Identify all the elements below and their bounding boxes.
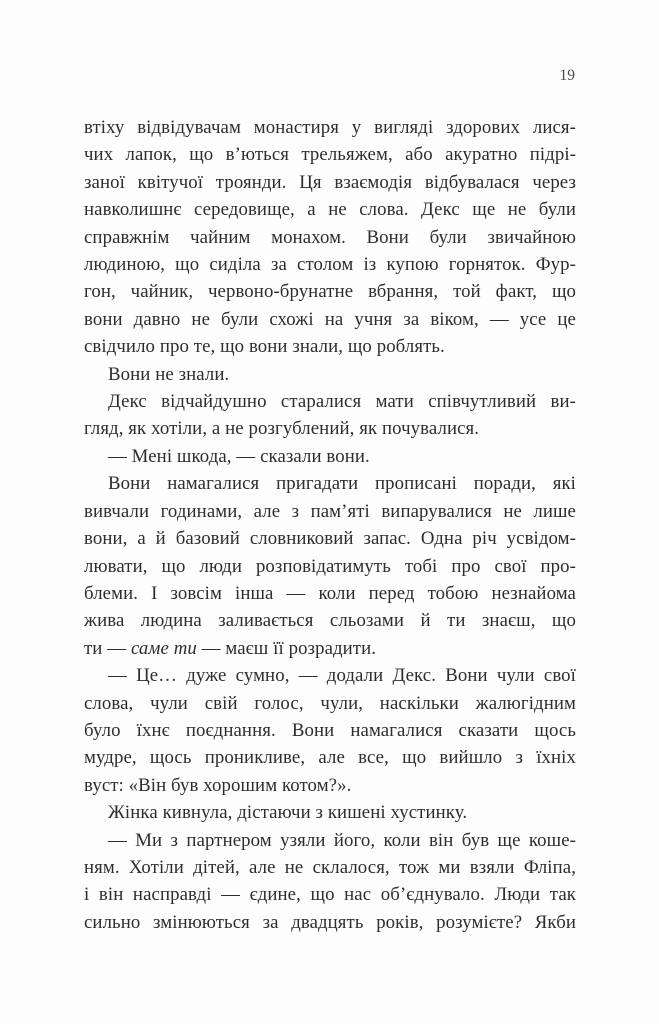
text-line: справжнім чайним монахом. Вони були звичайною xyxy=(84,226,576,248)
text-line: — Це… дуже сумно, — додали Декс. Вони чули свої xyxy=(108,665,576,687)
text-line: навколишнє середовище, а не слова. Декс ще не були xyxy=(84,199,576,221)
text-line: сильно змінюються за двадцять років, розумієте? Якби xyxy=(84,911,576,933)
text-line: вони давно не були схожі на учня за віком, — усе це xyxy=(84,308,576,330)
text-line: заної квітучої троянди. Ця взаємодія відбувалася через xyxy=(84,171,576,193)
text-line: вивчали годинами, але з пам’яті випарувалися не лише xyxy=(84,500,576,522)
text-line: гон, чайник, червоно-брунатне вбрання, той факт, що xyxy=(84,281,576,303)
text-line: ням. Хотіли дітей, але не склалося, тож ми взяли Фліпа, xyxy=(84,856,576,878)
text-line: і він насправді — єдине, що нас об’єднувало. Люди так xyxy=(84,884,576,906)
text-line: блеми. І зовсім інша — коли перед тобою незнайома xyxy=(84,582,576,604)
text-line: було їхнє поєднання. Вони намагалися сказати щось xyxy=(84,719,576,741)
text-line: людиною, що сиділа за столом із купою горняток. Фур- xyxy=(84,254,576,276)
text-line: Декс відчайдушно старалися мати співчутливий ви- xyxy=(108,391,576,413)
text-line: Вони не знали. xyxy=(108,363,230,385)
text-line: жива людина заливається сльозами й ти знаєш, що xyxy=(84,610,576,632)
text-line: свідчило про те, що вони знали, що роблять. xyxy=(84,336,445,358)
page-number: 19 xyxy=(559,67,575,84)
text-line: лювати, що люди розповідатимуть тобі про свої про- xyxy=(84,555,576,577)
text-line: втіху відвідувачам монастиря у вигляді здорових лися- xyxy=(84,117,576,138)
text-line: Жінка кивнула, дістаючи з кишені хустинку. xyxy=(108,802,468,824)
text-line: вуст: «Він був хорошим котом?». xyxy=(84,774,352,796)
text-line: мудре, щось проникливе, але все, що вийшло з їхніх xyxy=(84,747,576,769)
text-line: ти — саме ти — маєш її розрадити. xyxy=(84,637,377,659)
text-line: гляд, як хотіли, а не розгублений, як почувалися. xyxy=(84,418,480,440)
page-text xyxy=(84,114,576,936)
text-line: чих лапок, що в’ються трельяжем, або акуратно підрі- xyxy=(84,144,576,166)
text-line: слова, чули свій голос, чули, наскільки жалюгідним xyxy=(84,692,576,714)
text-line: — Мені шкода, — сказали вони. xyxy=(108,445,370,467)
text-line: Вони намагалися пригадати прописані поради, які xyxy=(108,473,576,495)
text-line: вони, а й базовий словниковий запас. Одна річ усвідом- xyxy=(84,528,576,550)
text-line: — Ми з партнером узяли його, коли він був ще коше- xyxy=(108,829,576,851)
